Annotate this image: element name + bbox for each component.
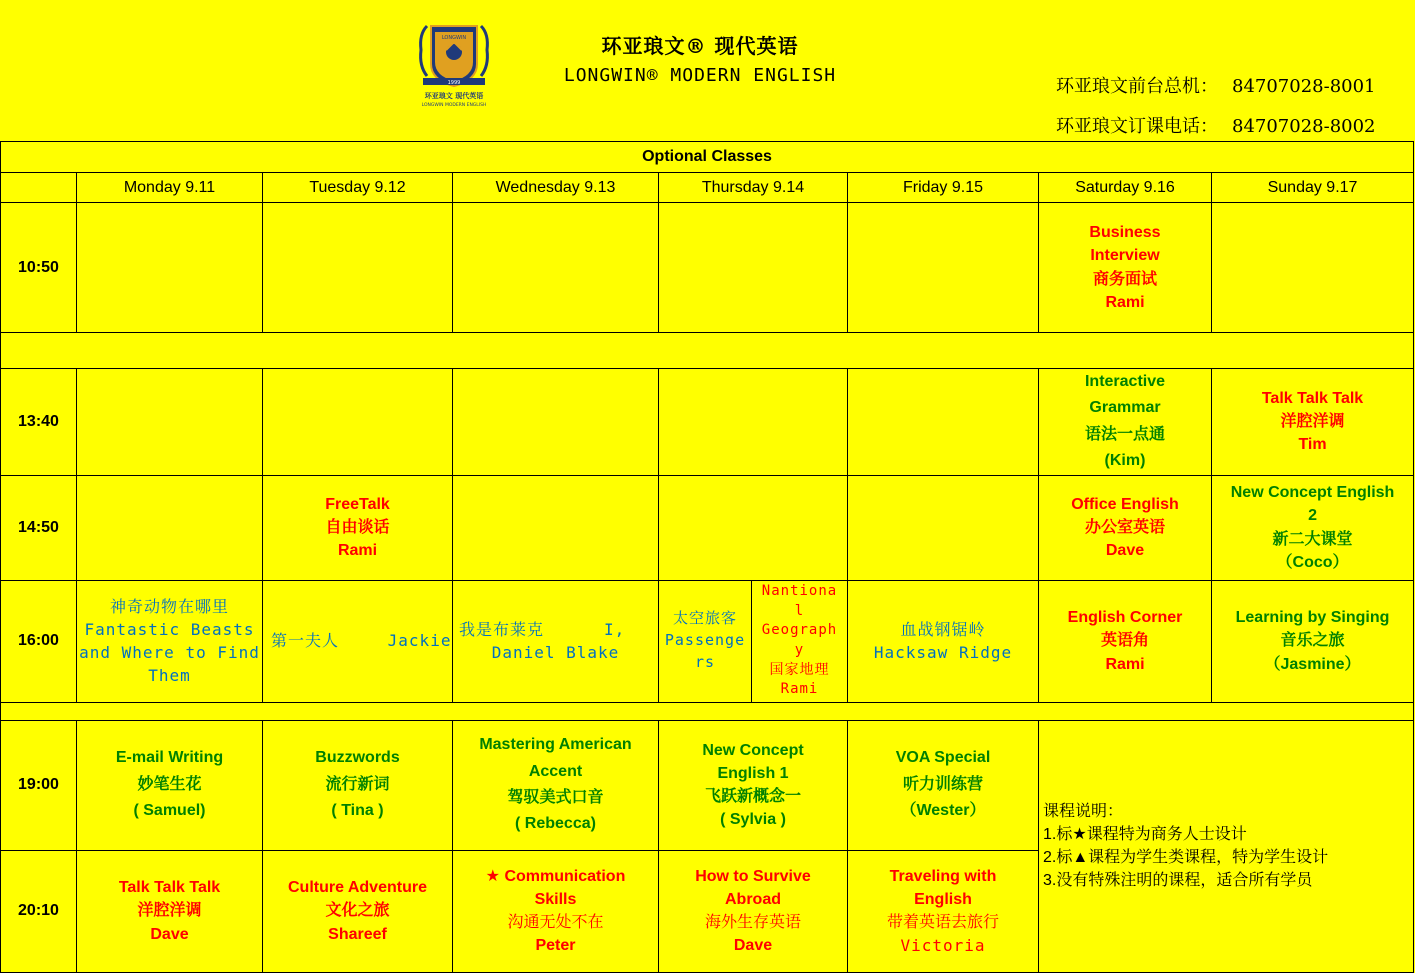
- movie-title-cn: 血战钢锯岭: [900, 619, 986, 639]
- class-title: Office English: [1071, 495, 1179, 513]
- empty-slot: [848, 369, 1039, 476]
- class-slot: [1212, 369, 1414, 476]
- break-row: [1, 702, 1414, 720]
- movie-title-cn: 神奇动物在哪里: [109, 596, 229, 616]
- empty-slot: [453, 475, 659, 580]
- course-notes: [1039, 720, 1414, 972]
- corner-cell: [1, 173, 77, 203]
- empty-slot: [453, 203, 659, 333]
- booking-phone-label: 环亚琅文订课电话：: [1056, 116, 1218, 137]
- empty-slot: [659, 475, 848, 580]
- page-header: [0, 0, 1415, 141]
- class-title-cn: 语法一点通: [1084, 425, 1165, 443]
- class-title-cn: 飞跃新概念一: [704, 788, 801, 806]
- svg-text:LONGWIN: LONGWIN: [441, 35, 467, 41]
- class-teacher: Dave: [1105, 542, 1145, 560]
- class-title: Mastering American: [479, 736, 632, 754]
- class-title: Traveling with: [889, 867, 997, 885]
- movie-title: Passenge: [664, 631, 746, 650]
- empty-slot: [77, 475, 263, 580]
- day-header: Wednesday 9.13: [453, 173, 659, 203]
- class-title: Grammar: [1089, 399, 1161, 417]
- class-teacher: (Kim): [1104, 452, 1146, 470]
- longwin-logo: [413, 20, 495, 108]
- movie-title-cn: 第一夫人: [271, 631, 340, 651]
- day-header: Saturday 9.16: [1039, 173, 1212, 203]
- class-title-cn: 驾驭美式口音: [507, 789, 604, 807]
- movie-title: and Where to Find: [79, 643, 260, 663]
- brand-name-en: LONGWIN® MODERN ENGLISH: [563, 65, 837, 86]
- empty-slot: [659, 203, 848, 333]
- class-title: Interactive: [1084, 373, 1166, 390]
- class-slot: [659, 850, 848, 972]
- svg-text:LONGWIN MODERN ENGLISH: LONGWIN MODERN ENGLISH: [421, 103, 487, 108]
- brand-block: [540, 30, 860, 86]
- class-title-cn: 音乐之旅: [1280, 632, 1345, 650]
- class-title-cn: 办公室英语: [1084, 518, 1165, 536]
- class-title: Business: [1089, 224, 1161, 242]
- time-label: 14:50: [1, 475, 77, 580]
- class-slot: [1039, 369, 1212, 476]
- class-teacher: ( Tina ): [331, 802, 384, 820]
- class-teacher: ( Samuel): [133, 802, 206, 820]
- class-teacher: Rami: [1105, 655, 1145, 673]
- class-slot: [77, 720, 263, 850]
- brand-name-cn: 环亚琅文® 现代英语: [601, 34, 799, 58]
- day-header: Monday 9.11: [77, 173, 263, 203]
- class-title: FreeTalk: [325, 495, 390, 513]
- schedule-table: [0, 141, 1414, 973]
- day-header: Sunday 9.17: [1212, 173, 1414, 203]
- class-title: English Corner: [1067, 609, 1183, 627]
- class-title: New Concept English: [1230, 484, 1395, 502]
- class-slot: [453, 720, 659, 850]
- class-slot: [1039, 580, 1212, 702]
- class-title: y: [794, 642, 805, 659]
- class-slot: [77, 850, 263, 972]
- class-slot: [1212, 475, 1414, 580]
- class-slot: [453, 850, 659, 972]
- empty-slot: [77, 369, 263, 476]
- class-slot: [263, 720, 453, 850]
- class-title-cn: 流行新词: [325, 775, 390, 793]
- class-title: 2: [1308, 507, 1317, 525]
- class-title: Buzzwords: [315, 749, 400, 767]
- class-teacher: （Jasmine）: [1264, 655, 1361, 673]
- class-title-cn: 洋腔洋调: [137, 902, 202, 920]
- front-desk-phone-label: 环亚琅文前台总机：: [1056, 76, 1218, 97]
- movie-title: I,: [604, 619, 626, 639]
- class-title-cn: 带着英语去旅行: [886, 914, 999, 932]
- class-title: l: [794, 602, 805, 619]
- class-title: Abroad: [725, 890, 781, 908]
- class-teacher: Rami: [780, 681, 819, 698]
- class-slot: [1039, 203, 1212, 333]
- class-teacher: Tim: [1298, 436, 1327, 454]
- class-title-cn: 新二大课堂: [1272, 530, 1353, 548]
- class-title-cn: 听力训练营: [902, 775, 983, 793]
- movie-title: Hacksaw Ridge: [873, 643, 1013, 663]
- svg-text:环亚琅文 现代英语: 环亚琅文 现代英语: [424, 92, 484, 100]
- class-teacher: ( Sylvia ): [720, 811, 786, 829]
- day-header: Tuesday 9.12: [263, 173, 453, 203]
- svg-text:1999: 1999: [447, 80, 461, 86]
- class-slot: [77, 580, 263, 702]
- notes-line: 2.标▲课程为学生类课程，特为学生设计: [1043, 849, 1329, 867]
- class-title-cn: 洋腔洋调: [1280, 413, 1345, 431]
- class-title-cn: 海外生存英语: [704, 914, 801, 932]
- booking-phone: [1056, 112, 1376, 138]
- class-slot: [453, 580, 659, 702]
- empty-slot: [848, 475, 1039, 580]
- empty-slot: [1212, 203, 1414, 333]
- class-slot: [848, 850, 1039, 972]
- class-title: Skills: [534, 890, 577, 908]
- movie-title: rs: [694, 652, 716, 671]
- empty-slot: [659, 369, 848, 476]
- class-slot: [263, 475, 453, 580]
- class-title: Learning by Singing: [1235, 609, 1390, 627]
- empty-slot: [263, 369, 453, 476]
- class-title-cn: 自由谈话: [325, 518, 390, 536]
- day-header: Thursday 9.14: [659, 173, 848, 203]
- day-header: Friday 9.15: [848, 173, 1039, 203]
- class-title: English: [914, 890, 972, 908]
- booking-phone-number: 84707028-8002: [1232, 116, 1376, 137]
- class-title-cn: 英语角: [1100, 632, 1149, 650]
- class-title-cn: 妙笔生花: [137, 775, 202, 793]
- time-label: 19:00: [1, 720, 77, 850]
- class-teacher: Shareef: [328, 925, 387, 943]
- empty-slot: [263, 203, 453, 333]
- class-slot: [659, 720, 848, 850]
- class-slot: [848, 580, 1039, 702]
- class-teacher: Peter: [535, 937, 576, 955]
- class-title: VOA Special: [895, 749, 991, 767]
- class-title: English 1: [717, 764, 789, 782]
- table-title: Optional Classes: [1, 142, 1414, 173]
- time-label: 10:50: [1, 203, 77, 333]
- class-teacher: （Coco）: [1276, 553, 1349, 571]
- movie-title: Jackie: [387, 631, 452, 651]
- movie-title-cn: 太空旅客: [672, 609, 737, 628]
- time-label: 20:10: [1, 850, 77, 972]
- empty-slot: [848, 203, 1039, 333]
- class-slot: [1212, 580, 1414, 702]
- class-title: Talk Talk Talk: [1261, 390, 1364, 407]
- time-label: 16:00: [1, 580, 77, 702]
- class-slot: [263, 850, 453, 972]
- class-slot: [848, 720, 1039, 850]
- empty-slot: [453, 369, 659, 476]
- class-title: Accent: [528, 762, 583, 780]
- class-title: ★ Communication: [485, 867, 626, 885]
- class-title: Geograph: [761, 622, 838, 639]
- class-title: Culture Adventure: [288, 879, 427, 897]
- class-teacher: Dave: [150, 925, 189, 943]
- class-title-cn: 国家地理: [769, 661, 830, 678]
- movie-title: Daniel Blake: [491, 643, 620, 663]
- front-desk-phone-number: 84707028-8001: [1232, 76, 1376, 97]
- class-slot: [1039, 475, 1212, 580]
- class-teacher: Rami: [1105, 293, 1145, 311]
- class-slot: [752, 580, 848, 702]
- class-title: How to Survive: [695, 867, 811, 885]
- class-teacher: ( Rebecca): [515, 815, 596, 833]
- class-title: Nantiona: [761, 583, 838, 600]
- notes-line: 3.没有特殊注明的课程，适合所有学员: [1043, 872, 1313, 890]
- notes-heading: 课程说明：: [1043, 802, 1124, 820]
- break-row: [1, 333, 1414, 369]
- movie-title-cn: 我是布莱克: [459, 619, 545, 639]
- movie-title: Fantastic Beasts: [84, 619, 255, 639]
- class-title: E-mail Writing: [115, 749, 224, 767]
- empty-slot: [77, 203, 263, 333]
- class-title-cn: 沟通无处不在: [507, 914, 604, 932]
- class-title: Interview: [1090, 247, 1160, 265]
- class-title: Talk Talk Talk: [118, 879, 221, 897]
- class-slot: [659, 580, 752, 702]
- class-teacher: Victoria: [900, 936, 986, 956]
- class-title-cn: 商务面试: [1092, 270, 1157, 288]
- notes-line: 1.标★课程特为商务人士设计: [1043, 825, 1247, 843]
- time-label: 13:40: [1, 369, 77, 476]
- class-title-cn: 文化之旅: [325, 902, 390, 920]
- class-title: New Concept: [702, 741, 804, 759]
- class-teacher: Rami: [337, 542, 378, 560]
- front-desk-phone: [1056, 72, 1376, 98]
- movie-title: Them: [148, 666, 191, 686]
- class-slot: [263, 580, 453, 702]
- class-teacher: （Wester）: [900, 802, 986, 820]
- class-teacher: Dave: [733, 937, 773, 955]
